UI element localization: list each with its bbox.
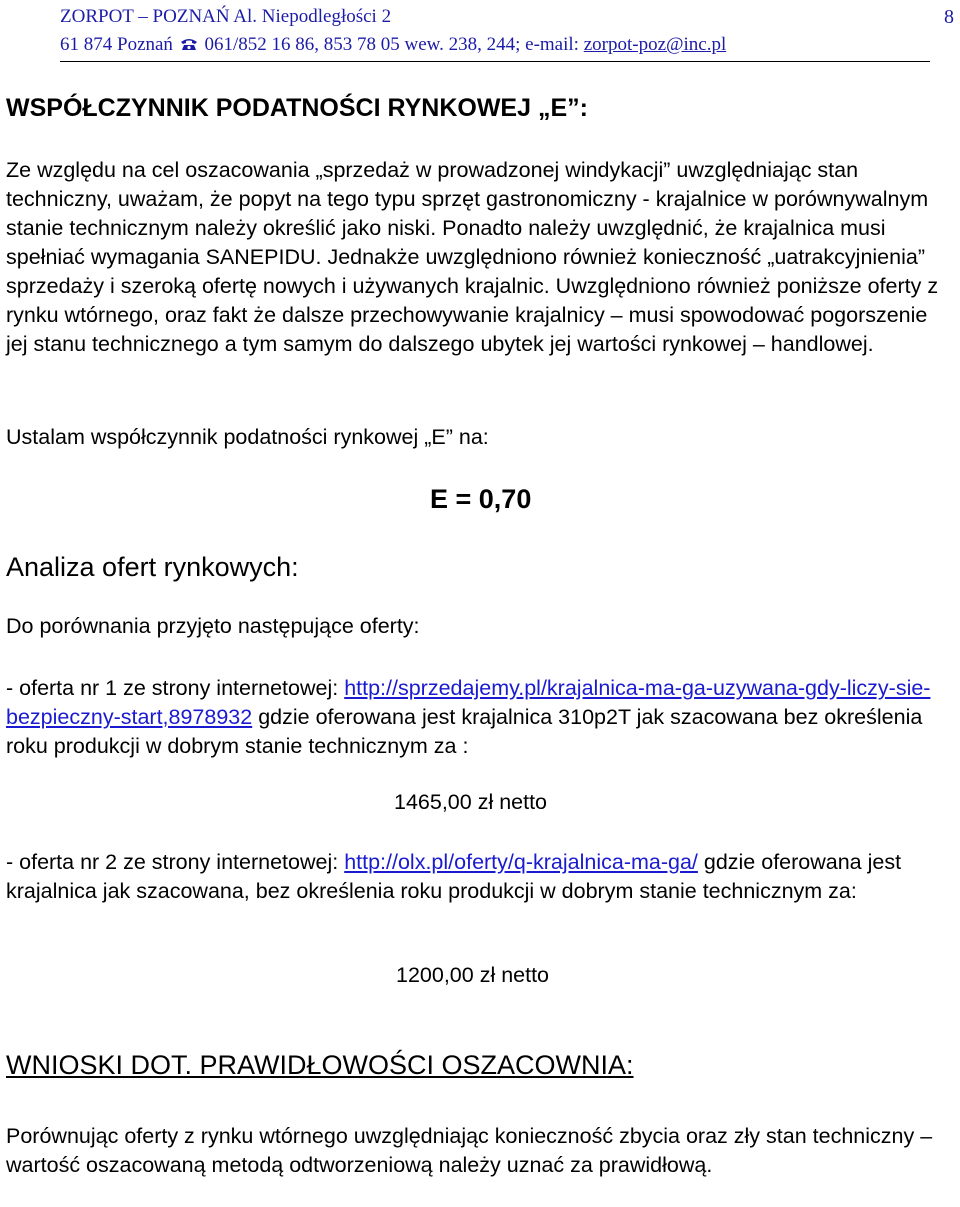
telephone-icon [180,37,198,51]
offer-2 [6,848,951,906]
offer-2-price: 1200,00 zł netto [396,963,550,987]
offer-1-link[interactable]: http://sprzedajemy.pl/krajalnica-ma-ga-uzywana-gdy-liczy-sie-bezpieczny-start,8978932 [6,676,931,729]
coefficient-intro: Ustalam współczynnik podatności rynkowej „E” na: [6,425,489,449]
final-paragraph: Porównując oferty z rynku wtórnego uwzględniając konieczność zbycia oraz zły stan techniczny – wartość oszacowaną metodą odtworzeniową należy uznać za prawidłową. [6,1124,933,1177]
coefficient-value: E = 0,70 [430,484,532,514]
page-number: 8 [944,6,954,28]
comparison-intro: Do porównania przyjęto następujące oferty: [6,614,420,638]
conclusions-heading: WNIOSKI DOT. PRAWIDŁOWOŚCI OSZACOWNIA: [6,1050,634,1080]
section-title: WSPÓŁCZYNNIK PODATNOŚCI RYNKOWEJ „E”: [6,94,588,122]
page-header [0,0,960,64]
offer-1 [6,674,951,761]
header-email-link[interactable]: zorpot-poz@inc.pl [583,34,727,55]
header-phones: 061/852 16 86, 853 78 05 wew. 238, 244; e-mail: [204,34,579,55]
header-company-line: ZORPOT – POZNAŃ Al. Niepodległości 2 [60,6,392,27]
offer-2-prefix: - oferta nr 2 ze strony internetowej: [6,850,345,874]
offer-2-description: gdzie oferowana jest krajalnica jak szacowana, bez określenia roku produkcji w dobrym stanie technicznym za: [6,850,902,903]
main-paragraph: Ze względu na cel oszacowania „sprzedaż w prowadzonej windykacji” uwzględniając stan techniczny, uważam, że popyt na tego typu sprzęt gastronomiczny - krajalnice w porównywalnym stanie technicznym należy określić jako niski. Ponadto należy uwzględnić, że krajalnica musi spełniać wymagania SANEPIDU. Jednakże uwzględniono również konieczność „uatrakcyjnienia” sprzedaży i szeroką ofertę nowych i używanych krajalnic. Uwzględniono również poniższe oferty z rynku wtórnego, oraz fakt że dalsze przechowywanie krajalnicy – musi spowodować pogorszenie jej stanu technicznego a tym samym do dalszego ubytek jej wartości rynkowej – handlowej. [6,158,939,356]
analysis-heading: Analiza ofert rynkowych: [6,552,299,582]
header-rule [60,61,930,62]
header-address: 61 874 Poznań [60,34,173,55]
offer-1-prefix: - oferta nr 1 ze strony internetowej: [6,676,345,700]
offer-2-link[interactable]: http://olx.pl/oferty/q-krajalnica-ma-ga/ [344,850,698,874]
offer-1-description: gdzie oferowana jest krajalnica 310p2T jak szacowana bez określenia roku produkcji w dobrym stanie technicznym za : [6,705,923,758]
header-contact-line [60,34,726,56]
offer-1-price: 1465,00 zł netto [394,790,548,814]
